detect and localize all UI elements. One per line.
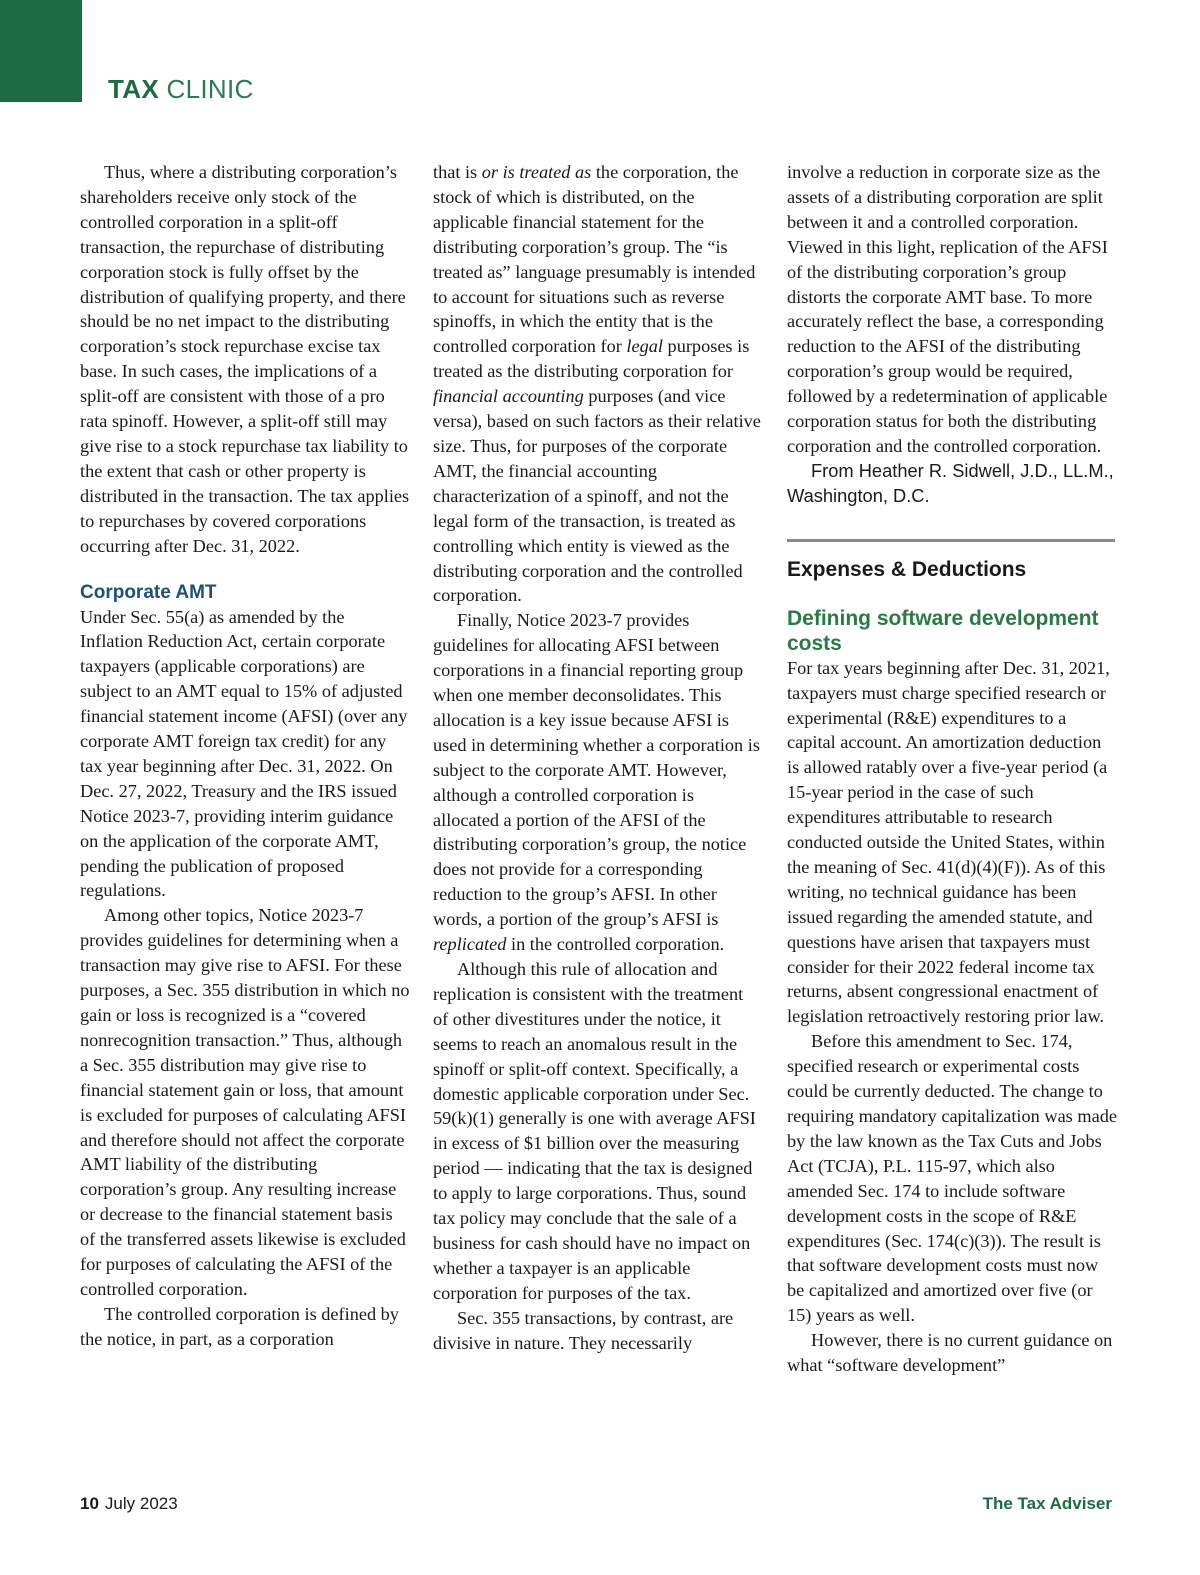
footer-page-info	[80, 1494, 178, 1514]
section-label-bold: TAX	[108, 74, 159, 104]
col3-paragraph-4: However, there is no current guidance on what “software development”	[787, 1330, 1113, 1376]
section-color-tab	[0, 0, 82, 102]
column-1	[80, 160, 410, 1352]
emphasis-financial-accounting: financial accounting	[433, 386, 584, 407]
col2-paragraph-3: Although this rule of allocation and replication is consistent with the treatment of other divestitures under the notice, it seems to reach an anomalous result in the spinoff or split-off context. Specifically, a domestic applicable corporation under Sec. 59(k)(1) generally is one with average AFSI in excess of $1 billion over the measuring period — indicating that the tax is designed to apply to large corporations. Thus, sound tax policy may conclude that the sale of a business for cash should have no impact on whether a taxpayer is an applicable corporation for purposes of the tax.	[433, 959, 756, 1303]
col3-paragraph-1: involve a reduction in corporate size as the assets of a distributing corporation are split between it and a controlled corporation. Viewed in this light, replication of the AFSI of the distributing corporation’s group distorts the corporate AMT base. To more accurately reflect the base, a corresponding reduction to the AFSI of the distributing corporation’s group would be required, followed by a redetermination of applicable corporation status for both the distributing corporation and the controlled corporation.	[787, 162, 1108, 456]
issue-date: July 2023	[104, 1494, 178, 1513]
col1-paragraph-2: Under Sec. 55(a) as amended by the Inflation Reduction Act, certain corporate taxpayers (applicable corporations) are subject to an AMT equal to 15% of adjusted financial statement income (AFSI) (over any corporate AMT foreign tax credit) for any tax year beginning after Dec. 31, 2022. On Dec. 27, 2022, Treasury and the IRS issued Notice 2023-7, providing interim guidance on the application of the corporate AMT, pending the publication of proposed regulations.	[80, 606, 408, 901]
emphasis-replicated: replicated	[433, 934, 507, 955]
col2-paragraph-4: Sec. 355 transactions, by contrast, are divisive in nature. They necessarily	[433, 1307, 734, 1353]
page-number: 10	[80, 1494, 99, 1513]
emphasis-legal: legal	[626, 336, 663, 357]
col2-paragraph-2: Finally, Notice 2023-7 provides guidelines for allocating AFSI between corporations in a financial reporting group when one member deconsolidates. This allocation is a key issue because AFSI is used in determining whether a corporation is subject to the corporate AMT. However, although a controlled corporation is allocated a portion of the AFSI of the distributing corporation’s group, the notice does not provide for a corresponding reduction to the group’s AFSI. In other words, a portion of the group’s AFSI is replicated in the controlled corporation.	[433, 610, 760, 955]
col1-paragraph-3: Among other topics, Notice 2023-7 provides guidelines for determining when a transaction may give rise to AFSI. For these purposes, a Sec. 355 distribution in which no gain or loss is recognized is a “covered nonrecognition transaction.” Thus, although a Sec. 355 distribution may give rise to financial statement gain or loss, that amount is excluded for purposes of calculating AFSI and therefore should not affect the corporate AMT liability of the distributing corporation’s group. Any resulting increase or decrease to the financial statement basis of the transferred assets likewise is excluded for purposes of calculating the AFSI of the controlled corporation.	[80, 905, 410, 1299]
section-label	[108, 74, 254, 105]
emphasis-treated-as: or is treated as	[481, 162, 592, 182]
column-3	[787, 160, 1117, 1378]
category-heading: Expenses & Deductions	[787, 557, 1027, 581]
section-label-light: CLINIC	[166, 74, 254, 104]
col2-paragraph-1: that is or is treated as the corporation, the stock of which is distributed, on the applicable financial statement for the distributing corporation’s group. The “is treated as” language presumably is intended to account for situations such as reverse spinoffs, in which the entity that is the controlled corporation for legal purposes is treated as the distributing corporation for financial accounting purposes (and vice versa), based on such factors as their relative size. Thus, for purposes of the corporate AMT, the financial accounting characterization of a spinoff, and not the legal form of the transaction, is treated as controlling which entity is viewed as the distributing corporation and the controlled corporation.	[433, 162, 761, 606]
article-subheading: Defining software development costs	[787, 606, 1099, 655]
col1-paragraph-1: Thus, where a distributing corporation’s shareholders receive only stock of the controlled corporation in a split-off transaction, the repurchase of distributing corporation stock is fully offset by the distribution of qualifying property, and there should be no net impact to the distributing corporation’s stock repurchase excise tax base. In such cases, the implications of a split-off are consistent with those of a pro rata spinoff. However, a split-off still may give rise to a stock repurchase tax liability to the extent that cash or other property is distributed in the transaction. The tax applies to repurchases by covered corporations occurring after Dec. 31, 2022.	[80, 162, 410, 556]
column-2	[433, 160, 761, 1356]
col3-paragraph-3: Before this amendment to Sec. 174, specified research or experimental costs could be currently deducted. The change to requiring mandatory capitalization was made by the law known as the Tax Cuts and Jobs Act (TCJA), P.L. 115-97, which also amended Sec. 174 to include software development costs in the scope of R&E expenditures (Sec. 174(c)(3)). The result is that software development costs must now be capitalized and amortized over five (or 15) years as well.	[787, 1031, 1117, 1326]
publication-name: The Tax Adviser	[982, 1494, 1112, 1513]
section-divider	[787, 539, 1115, 542]
col3-paragraph-2: For tax years beginning after Dec. 31, 2021, taxpayers must charge specified research or experimental (R&E) expenditures to a capital account. An amortization deduction is allowed ratably over a five-year period (a 15-year period in the case of such expenditures attributable to research conducted outside the United States, within the meaning of Sec. 41(d)(4)(F)). As of this writing, no technical guidance has been issued regarding the amended statute, and questions have arisen that taxpayers must consider for their 2022 federal income tax returns, absent congressional enactment of legislation retroactively restoring prior law.	[787, 657, 1110, 1027]
author-byline: From Heather R. Sidwell, J.D., LL.M., Washington, D.C.	[787, 459, 1114, 506]
corporate-amt-heading: Corporate AMT	[80, 581, 217, 603]
col1-paragraph-4: The controlled corporation is defined by the notice, in part, as a corporation	[80, 1303, 399, 1349]
